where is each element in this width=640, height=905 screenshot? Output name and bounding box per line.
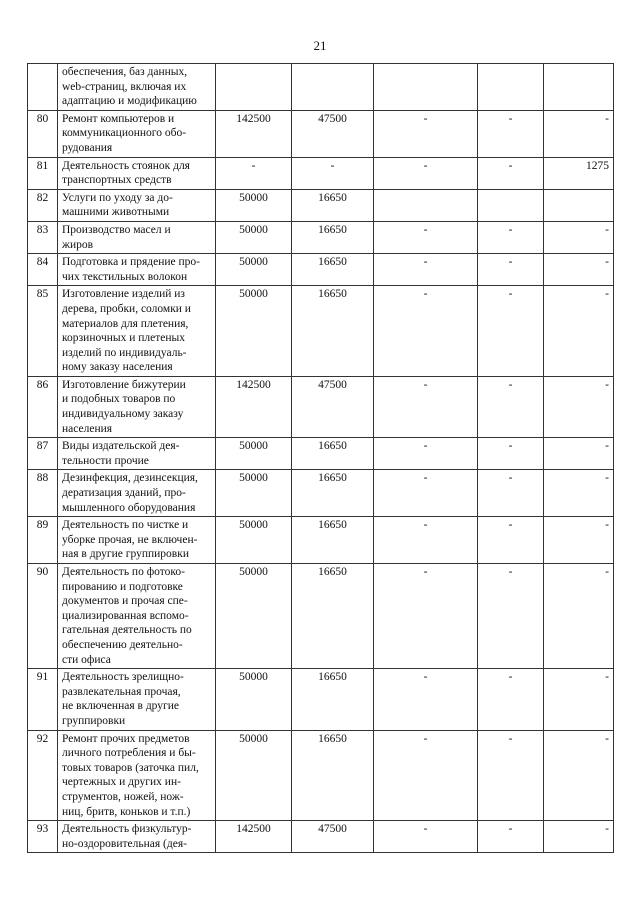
amount-cell-4: - — [478, 669, 544, 730]
amount-cell-1: 50000 — [216, 669, 292, 730]
amount-cell-5 — [544, 189, 614, 221]
amount-cell-2: 47500 — [292, 376, 374, 437]
page-number: 21 — [313, 38, 327, 53]
row-number-cell: 86 — [28, 376, 58, 437]
tariff-table — [27, 63, 614, 853]
activity-name-cell: Подготовка и прядение про- чих текстильных волокон — [58, 254, 216, 286]
amount-cell-2 — [292, 64, 374, 111]
amount-cell-4: - — [478, 517, 544, 564]
amount-cell-4: - — [478, 821, 544, 853]
amount-cell-3: - — [374, 157, 478, 189]
amount-cell-1: 142500 — [216, 110, 292, 157]
amount-cell-4: - — [478, 564, 544, 669]
row-number-cell: 87 — [28, 438, 58, 470]
amount-cell-5: - — [544, 564, 614, 669]
amount-cell-1: 50000 — [216, 189, 292, 221]
row-number-cell: 93 — [28, 821, 58, 853]
amount-cell-4 — [478, 64, 544, 111]
table-row — [28, 221, 614, 253]
amount-cell-1: 50000 — [216, 730, 292, 821]
amount-cell-4: - — [478, 470, 544, 517]
activity-name-cell: Деятельность по фотоко- пированию и подготовке документов и прочая спе- циализированная вспомо- гательная деятельность по обеспечению деятельно- сти офиса — [58, 564, 216, 669]
table-row — [28, 157, 614, 189]
amount-cell-2: 16650 — [292, 517, 374, 564]
amount-cell-1: 142500 — [216, 376, 292, 437]
amount-cell-5: 1275 — [544, 157, 614, 189]
activity-name-cell: Услуги по уходу за до- машними животными — [58, 189, 216, 221]
amount-cell-1: - — [216, 157, 292, 189]
activity-name-cell: Деятельность зрелищно- развлекательная прочая, не включенная в другие группировки — [58, 669, 216, 730]
amount-cell-3: - — [374, 470, 478, 517]
row-number-cell — [28, 64, 58, 111]
row-number-cell: 83 — [28, 221, 58, 253]
amount-cell-3: - — [374, 821, 478, 853]
table-row — [28, 730, 614, 821]
amount-cell-3: - — [374, 438, 478, 470]
activity-name-cell: Дезинфекция, дезинсекция, дератизация зданий, про- мышленного оборудования — [58, 470, 216, 517]
activity-name-cell: Ремонт прочих предметов личного потребления и бы- товых товаров (заточка пил, чертежных и других ин- струментов, ножей, нож- ниц, бритв, коньков и т.п.) — [58, 730, 216, 821]
row-number-cell: 84 — [28, 254, 58, 286]
row-number-cell: 92 — [28, 730, 58, 821]
table-row — [28, 517, 614, 564]
row-number-cell: 81 — [28, 157, 58, 189]
table-row — [28, 669, 614, 730]
amount-cell-2: 16650 — [292, 286, 374, 377]
amount-cell-3: - — [374, 564, 478, 669]
amount-cell-4: - — [478, 730, 544, 821]
amount-cell-1: 50000 — [216, 517, 292, 564]
amount-cell-1: 50000 — [216, 470, 292, 517]
amount-cell-5 — [544, 64, 614, 111]
activity-name-cell: Деятельность по чистке и уборке прочая, не включен- ная в другие группировки — [58, 517, 216, 564]
row-number-cell: 85 — [28, 286, 58, 377]
amount-cell-2: 16650 — [292, 438, 374, 470]
amount-cell-4: - — [478, 221, 544, 253]
amount-cell-1 — [216, 64, 292, 111]
table-row — [28, 470, 614, 517]
amount-cell-5: - — [544, 286, 614, 377]
amount-cell-3: - — [374, 110, 478, 157]
amount-cell-5: - — [544, 821, 614, 853]
amount-cell-1: 50000 — [216, 221, 292, 253]
table-row — [28, 564, 614, 669]
table-row — [28, 286, 614, 377]
amount-cell-1: 50000 — [216, 286, 292, 377]
amount-cell-4 — [478, 189, 544, 221]
amount-cell-2: 47500 — [292, 821, 374, 853]
amount-cell-2: 47500 — [292, 110, 374, 157]
amount-cell-3: - — [374, 669, 478, 730]
amount-cell-5: - — [544, 438, 614, 470]
row-number-cell: 80 — [28, 110, 58, 157]
table-row — [28, 376, 614, 437]
amount-cell-1: 50000 — [216, 438, 292, 470]
amount-cell-3 — [374, 64, 478, 111]
amount-cell-1: 50000 — [216, 254, 292, 286]
amount-cell-4: - — [478, 438, 544, 470]
amount-cell-3: - — [374, 517, 478, 564]
amount-cell-2: 16650 — [292, 669, 374, 730]
table-body — [28, 64, 614, 853]
amount-cell-2: 16650 — [292, 189, 374, 221]
activity-name-cell: Ремонт компьютеров и коммуникационного обо- рудования — [58, 110, 216, 157]
amount-cell-2: 16650 — [292, 470, 374, 517]
table-row — [28, 64, 614, 111]
amount-cell-4: - — [478, 254, 544, 286]
activity-name-cell: Деятельность физкультур- но-оздоровительная (дея- — [58, 821, 216, 853]
amount-cell-2: 16650 — [292, 221, 374, 253]
table-row — [28, 110, 614, 157]
amount-cell-2: - — [292, 157, 374, 189]
amount-cell-3: - — [374, 286, 478, 377]
amount-cell-4: - — [478, 376, 544, 437]
amount-cell-4: - — [478, 286, 544, 377]
amount-cell-5: - — [544, 110, 614, 157]
amount-cell-4: - — [478, 110, 544, 157]
amount-cell-2: 16650 — [292, 730, 374, 821]
row-number-cell: 89 — [28, 517, 58, 564]
amount-cell-3: - — [374, 254, 478, 286]
amount-cell-5: - — [544, 730, 614, 821]
amount-cell-5: - — [544, 517, 614, 564]
table-row — [28, 189, 614, 221]
amount-cell-3: - — [374, 221, 478, 253]
activity-name-cell: обеспечения, баз данных, web-страниц, включая их адаптацию и модификацию — [58, 64, 216, 111]
amount-cell-2: 16650 — [292, 564, 374, 669]
activity-name-cell: Виды издательской дея- тельности прочие — [58, 438, 216, 470]
amount-cell-5: - — [544, 470, 614, 517]
amount-cell-4: - — [478, 157, 544, 189]
amount-cell-3 — [374, 189, 478, 221]
amount-cell-5: - — [544, 221, 614, 253]
row-number-cell: 88 — [28, 470, 58, 517]
row-number-cell: 91 — [28, 669, 58, 730]
amount-cell-5: - — [544, 376, 614, 437]
activity-name-cell: Изготовление бижутерии и подобных товаров по индивидуальному заказу населения — [58, 376, 216, 437]
amount-cell-2: 16650 — [292, 254, 374, 286]
table-row — [28, 821, 614, 853]
activity-name-cell: Деятельность стоянок для транспортных средств — [58, 157, 216, 189]
amount-cell-1: 142500 — [216, 821, 292, 853]
amount-cell-5: - — [544, 669, 614, 730]
row-number-cell: 90 — [28, 564, 58, 669]
activity-name-cell: Изготовление изделий из дерева, пробки, соломки и материалов для плетения, корзиночных и плетеных изделий по индивидуаль- ному заказу населения — [58, 286, 216, 377]
activity-name-cell: Производство масел и жиров — [58, 221, 216, 253]
amount-cell-3: - — [374, 730, 478, 821]
row-number-cell: 82 — [28, 189, 58, 221]
table-row — [28, 438, 614, 470]
amount-cell-1: 50000 — [216, 564, 292, 669]
amount-cell-5: - — [544, 254, 614, 286]
table-row — [28, 254, 614, 286]
amount-cell-3: - — [374, 376, 478, 437]
